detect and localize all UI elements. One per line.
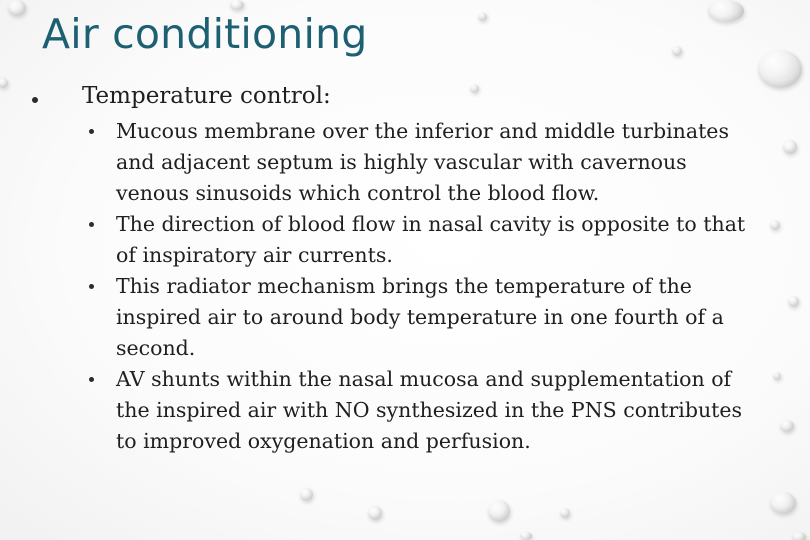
slide-title: Air conditioning xyxy=(42,10,368,58)
list-item xyxy=(82,364,766,457)
water-droplet-icon xyxy=(520,532,532,540)
water-droplet-icon xyxy=(230,0,244,10)
water-droplet-icon xyxy=(300,488,313,501)
bullet-text: Mucous membrane over the inferior and middle turbinates and adjacent septum is highly vascular with cavernous venous sinusoids which control the blood flow. xyxy=(116,119,729,205)
water-droplet-icon xyxy=(770,492,796,514)
bullet-icon xyxy=(32,97,38,103)
water-droplet-icon xyxy=(368,506,382,520)
bullet-text: AV shunts within the nasal mucosa and supplementation of the inspired air with NO synthesized in the PNS contributes to improved oxygenation and perfusion. xyxy=(116,367,743,453)
water-droplet-icon xyxy=(8,0,26,16)
section-heading: Temperature control: xyxy=(82,83,331,109)
list-item xyxy=(82,209,766,271)
water-droplet-icon xyxy=(478,12,487,21)
water-droplet-icon xyxy=(488,500,510,522)
water-droplet-icon xyxy=(672,46,682,56)
water-droplet-icon xyxy=(708,0,744,22)
bullet-icon xyxy=(89,284,94,289)
list-item xyxy=(82,271,766,364)
bullet-icon xyxy=(89,377,94,382)
bullet-list xyxy=(32,80,792,457)
water-droplet-icon xyxy=(560,508,570,518)
bullet-text: This radiator mechanism brings the temperature of the inspired air to around body temperature in one fourth of a second. xyxy=(116,274,724,360)
water-droplet-icon xyxy=(0,78,8,88)
bullet-icon xyxy=(89,222,94,227)
list-item xyxy=(32,80,792,457)
list-item xyxy=(82,116,766,209)
bullet-text: The direction of blood flow in nasal cavity is opposite to that of inspiratory air currents. xyxy=(116,212,746,267)
bullet-icon xyxy=(89,129,94,134)
water-droplet-icon xyxy=(792,532,806,540)
sub-bullet-list xyxy=(82,116,792,457)
